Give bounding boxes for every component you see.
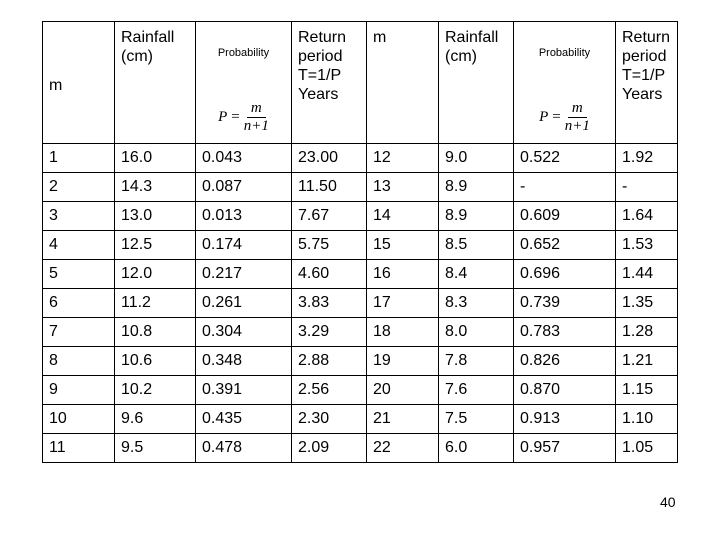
table-row bbox=[43, 289, 678, 318]
table-row bbox=[43, 318, 678, 347]
table-row bbox=[43, 434, 678, 463]
cell-probability: 0.435 bbox=[196, 405, 292, 434]
cell-rainfall: 10.8 bbox=[115, 318, 196, 347]
cell-return-period-2: 1.92 bbox=[616, 144, 678, 173]
formula-numerator: m bbox=[247, 100, 266, 118]
header-probability-2 bbox=[514, 22, 616, 144]
table-row bbox=[43, 376, 678, 405]
cell-m: 4 bbox=[43, 231, 115, 260]
cell-return-period-2: 1.64 bbox=[616, 202, 678, 231]
cell-probability-2: 0.522 bbox=[514, 144, 616, 173]
cell-m: 7 bbox=[43, 318, 115, 347]
probability-label: Probability bbox=[217, 47, 270, 59]
table-row bbox=[43, 173, 678, 202]
cell-probability-2: - bbox=[514, 173, 616, 202]
cell-rainfall-2: 7.8 bbox=[439, 347, 514, 376]
cell-probability-2: 0.739 bbox=[514, 289, 616, 318]
cell-probability: 0.043 bbox=[196, 144, 292, 173]
formula-numerator: m bbox=[568, 100, 587, 118]
cell-probability: 0.348 bbox=[196, 347, 292, 376]
cell-m: 2 bbox=[43, 173, 115, 202]
cell-probability: 0.478 bbox=[196, 434, 292, 463]
cell-m: 5 bbox=[43, 260, 115, 289]
cell-rainfall-2: 8.9 bbox=[439, 173, 514, 202]
cell-rainfall: 16.0 bbox=[115, 144, 196, 173]
cell-rainfall: 12.0 bbox=[115, 260, 196, 289]
cell-return-period: 23.00 bbox=[292, 144, 367, 173]
cell-probability: 0.013 bbox=[196, 202, 292, 231]
cell-m: 6 bbox=[43, 289, 115, 318]
cell-probability-2: 0.609 bbox=[514, 202, 616, 231]
cell-return-period-2: 1.21 bbox=[616, 347, 678, 376]
cell-rainfall: 10.6 bbox=[115, 347, 196, 376]
cell-rainfall: 12.5 bbox=[115, 231, 196, 260]
cell-rainfall: 14.3 bbox=[115, 173, 196, 202]
cell-probability-2: 0.696 bbox=[514, 260, 616, 289]
formula-denominator: n+1 bbox=[243, 118, 269, 134]
table-row bbox=[43, 260, 678, 289]
cell-return-period: 4.60 bbox=[292, 260, 367, 289]
cell-probability-2: 0.826 bbox=[514, 347, 616, 376]
cell-rainfall: 9.5 bbox=[115, 434, 196, 463]
cell-rainfall-2: 8.4 bbox=[439, 260, 514, 289]
cell-probability: 0.217 bbox=[196, 260, 292, 289]
formula-equals: = bbox=[231, 109, 240, 125]
cell-m-2: 16 bbox=[367, 260, 439, 289]
cell-return-period-2: 1.15 bbox=[616, 376, 678, 405]
formula-fraction bbox=[565, 100, 590, 135]
cell-return-period-2: 1.28 bbox=[616, 318, 678, 347]
probability-label-2: Probability bbox=[538, 47, 591, 59]
cell-probability: 0.304 bbox=[196, 318, 292, 347]
header-rainfall: Rainfall (cm) bbox=[115, 22, 196, 144]
probability-formula bbox=[196, 100, 291, 135]
cell-return-period-2: 1.44 bbox=[616, 260, 678, 289]
cell-rainfall: 10.2 bbox=[115, 376, 196, 405]
cell-probability: 0.087 bbox=[196, 173, 292, 202]
header-return-period: Return period T=1/P Years bbox=[292, 22, 367, 144]
cell-rainfall: 11.2 bbox=[115, 289, 196, 318]
formula-denominator: n+1 bbox=[564, 118, 590, 134]
cell-return-period: 5.75 bbox=[292, 231, 367, 260]
cell-m-2: 22 bbox=[367, 434, 439, 463]
cell-return-period: 2.09 bbox=[292, 434, 367, 463]
cell-return-period-2: - bbox=[616, 173, 678, 202]
header-rainfall-2: Rainfall (cm) bbox=[439, 22, 514, 144]
cell-probability-2: 0.652 bbox=[514, 231, 616, 260]
header-probability bbox=[196, 22, 292, 144]
cell-m: 1 bbox=[43, 144, 115, 173]
cell-rainfall: 9.6 bbox=[115, 405, 196, 434]
cell-rainfall-2: 7.5 bbox=[439, 405, 514, 434]
formula-lhs: P bbox=[218, 109, 228, 125]
cell-return-period-2: 1.35 bbox=[616, 289, 678, 318]
cell-return-period-2: 1.05 bbox=[616, 434, 678, 463]
table-header-row bbox=[43, 22, 678, 144]
header-m: m bbox=[43, 22, 115, 144]
cell-m-2: 13 bbox=[367, 173, 439, 202]
cell-probability-2: 0.870 bbox=[514, 376, 616, 405]
cell-m-2: 20 bbox=[367, 376, 439, 405]
cell-return-period: 3.83 bbox=[292, 289, 367, 318]
cell-rainfall-2: 8.3 bbox=[439, 289, 514, 318]
cell-m: 10 bbox=[43, 405, 115, 434]
cell-probability-2: 0.957 bbox=[514, 434, 616, 463]
cell-return-period: 2.56 bbox=[292, 376, 367, 405]
cell-rainfall-2: 8.0 bbox=[439, 318, 514, 347]
cell-m: 9 bbox=[43, 376, 115, 405]
rainfall-table bbox=[42, 21, 678, 463]
cell-m-2: 15 bbox=[367, 231, 439, 260]
cell-probability: 0.174 bbox=[196, 231, 292, 260]
cell-return-period: 2.30 bbox=[292, 405, 367, 434]
cell-return-period: 2.88 bbox=[292, 347, 367, 376]
cell-m-2: 21 bbox=[367, 405, 439, 434]
cell-probability-2: 0.783 bbox=[514, 318, 616, 347]
header-return-period-2: Return period T=1/P Years bbox=[616, 22, 678, 144]
page-number: 40 bbox=[660, 494, 676, 510]
cell-return-period-2: 1.10 bbox=[616, 405, 678, 434]
cell-m: 11 bbox=[43, 434, 115, 463]
probability-formula-2 bbox=[514, 100, 615, 135]
cell-probability: 0.391 bbox=[196, 376, 292, 405]
cell-m-2: 19 bbox=[367, 347, 439, 376]
cell-return-period: 11.50 bbox=[292, 173, 367, 202]
cell-rainfall-2: 8.9 bbox=[439, 202, 514, 231]
table-row bbox=[43, 202, 678, 231]
cell-rainfall-2: 6.0 bbox=[439, 434, 514, 463]
table-row bbox=[43, 231, 678, 260]
cell-rainfall-2: 9.0 bbox=[439, 144, 514, 173]
cell-m: 3 bbox=[43, 202, 115, 231]
cell-m-2: 18 bbox=[367, 318, 439, 347]
cell-m: 8 bbox=[43, 347, 115, 376]
table-row bbox=[43, 405, 678, 434]
cell-probability-2: 0.913 bbox=[514, 405, 616, 434]
cell-probability: 0.261 bbox=[196, 289, 292, 318]
cell-rainfall-2: 7.6 bbox=[439, 376, 514, 405]
cell-rainfall-2: 8.5 bbox=[439, 231, 514, 260]
cell-m-2: 12 bbox=[367, 144, 439, 173]
cell-return-period: 7.67 bbox=[292, 202, 367, 231]
cell-m-2: 17 bbox=[367, 289, 439, 318]
header-m-2: m bbox=[367, 22, 439, 144]
formula-lhs: P bbox=[539, 109, 549, 125]
formula-fraction bbox=[244, 100, 269, 135]
table-row bbox=[43, 347, 678, 376]
formula-equals: = bbox=[552, 109, 561, 125]
cell-m-2: 14 bbox=[367, 202, 439, 231]
table-row bbox=[43, 144, 678, 173]
cell-rainfall: 13.0 bbox=[115, 202, 196, 231]
cell-return-period: 3.29 bbox=[292, 318, 367, 347]
cell-return-period-2: 1.53 bbox=[616, 231, 678, 260]
